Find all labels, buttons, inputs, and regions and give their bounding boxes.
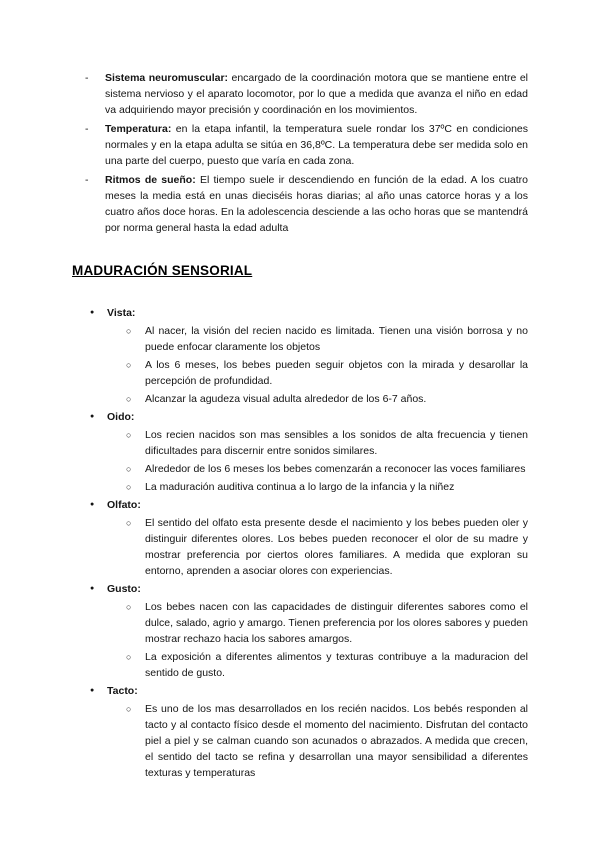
list-item-text: Los recien nacidos son mas sensibles a los sonidos de alta frecuencia y tienen dificultades para discernir entre sonidos similares. — [145, 429, 528, 457]
bullet-icon: ● — [90, 687, 95, 694]
list-item — [72, 427, 528, 459]
sense-label-text: Tacto: — [107, 685, 138, 697]
circle-bullet-icon: ○ — [126, 394, 132, 404]
circle-bullet-icon: ○ — [126, 602, 132, 612]
list-item-term: Sistema neuromuscular: — [105, 72, 229, 84]
dash-bullet-icon: - — [85, 174, 89, 186]
list-item — [72, 479, 528, 495]
list-item-text: Los bebes nacen con las capacidades de distinguir diferentes sabores como el dulce, salado, agrio y amargo. Tienen preferencia por los olores sabores y pueden mostrar rechazo hacia los sabores amargos. — [145, 601, 528, 645]
circle-bullet-icon: ○ — [126, 360, 132, 370]
list-item — [72, 121, 528, 169]
sense-label-tacto — [72, 683, 528, 699]
list-item — [72, 599, 528, 647]
sense-label-text: Gusto: — [107, 583, 141, 595]
sense-label-vista — [72, 305, 528, 321]
development-list — [72, 70, 528, 236]
list-item-text: El sentido del olfato esta presente desde el nacimiento y los bebes pueden oler y distinguir diferentes olores. Los bebes pueden reconocer el olor de su madre y mostrar preferencia por ciertos olores familiares. A medida que exploran su entorno, aprenden a asociar olores con experiencias. — [145, 517, 528, 577]
list-item-text — [105, 172, 528, 236]
list-item-body: El tiempo suele ir descendiendo en función de la edad. A los cuatro meses la media está en unas dieciséis horas diarias; al año unas catorce horas y a los cuatro años doce horas. En la adolescencia desciende a las ocho horas que se mantendrá por norma general hasta la edad adulta — [105, 174, 528, 234]
list-item-text: Alrededor de los 6 meses los bebes comenzarán a reconocer las voces familiares — [145, 463, 526, 475]
list-item — [72, 515, 528, 579]
list-item — [72, 70, 528, 118]
list-item-text: La exposición a diferentes alimentos y texturas contribuye a la maduracion del sentido de gusto. — [145, 651, 528, 679]
list-item-body: encargado de la coordinación motora que se mantiene entre el sistema nervioso y el aparato locomotor, por lo que a medida que avanza el niño en edad va adquiriendo mayor precisión y coordinación en los movimientos. — [105, 72, 528, 116]
circle-bullet-icon: ○ — [126, 704, 132, 714]
list-item — [72, 323, 528, 355]
list-item — [72, 172, 528, 236]
list-item — [72, 461, 528, 477]
list-item-text — [105, 70, 528, 118]
bullet-icon: ● — [90, 413, 95, 420]
list-item-text: Alcanzar la agudeza visual adulta alrededor de los 6-7 años. — [145, 393, 427, 405]
list-item-text: La maduración auditiva continua a lo largo de la infancia y la niñez — [145, 481, 455, 493]
list-item-body: en la etapa infantil, la temperatura suele rondar los 37ºC en condiciones normales y en la etapa adulta se sitúa en 36,8ºC. La temperatura debe ser medida solo en una parte del cuerpo, puesto que varía en cada zona. — [105, 123, 528, 167]
sense-label-oido — [72, 409, 528, 425]
list-item — [72, 391, 528, 407]
circle-bullet-icon: ○ — [126, 464, 132, 474]
list-item — [72, 357, 528, 389]
circle-bullet-icon: ○ — [126, 652, 132, 662]
circle-bullet-icon: ○ — [126, 430, 132, 440]
list-item-text: Es uno de los mas desarrollados en los recién nacidos. Los bebés responden al tacto y al contacto físico desde el momento del nacimiento. Disfrutan del contacto piel a piel y se calman cuando son acunados o abrazados. A medida que crecen, el sentido del tacto se refina y desarrollan una mayor sensibilidad a diferentes texturas y temperaturas — [145, 703, 528, 779]
bullet-icon: ● — [90, 501, 95, 508]
list-item-term: Ritmos de sueño: — [105, 174, 196, 186]
list-item-text — [105, 121, 528, 169]
circle-bullet-icon: ○ — [126, 518, 132, 528]
dash-bullet-icon: - — [85, 123, 89, 135]
list-item — [72, 649, 528, 681]
list-item-text: Al nacer, la visión del recien nacido es limitada. Tienen una visión borrosa y no puede enfocar claramente los objetos — [145, 325, 528, 353]
list-item-text: A los 6 meses, los bebes pueden seguir objetos con la mirada y desarollar la percepción de profundidad. — [145, 359, 528, 387]
circle-bullet-icon: ○ — [126, 482, 132, 492]
bullet-icon: ● — [90, 585, 95, 592]
dash-bullet-icon: - — [85, 72, 89, 84]
sense-label-text: Oido: — [107, 411, 135, 423]
circle-bullet-icon: ○ — [126, 326, 132, 336]
sense-label-text: Vista: — [107, 307, 136, 319]
list-item-term: Temperatura: — [105, 123, 172, 135]
section-heading: MADURACIÓN SENSORIAL — [72, 263, 253, 278]
sense-label-olfato — [72, 497, 528, 513]
sense-label-gusto — [72, 581, 528, 597]
bullet-icon: ● — [90, 309, 95, 316]
list-item — [72, 701, 528, 781]
senses-list — [72, 305, 528, 781]
sense-label-text: Olfato: — [107, 499, 141, 511]
